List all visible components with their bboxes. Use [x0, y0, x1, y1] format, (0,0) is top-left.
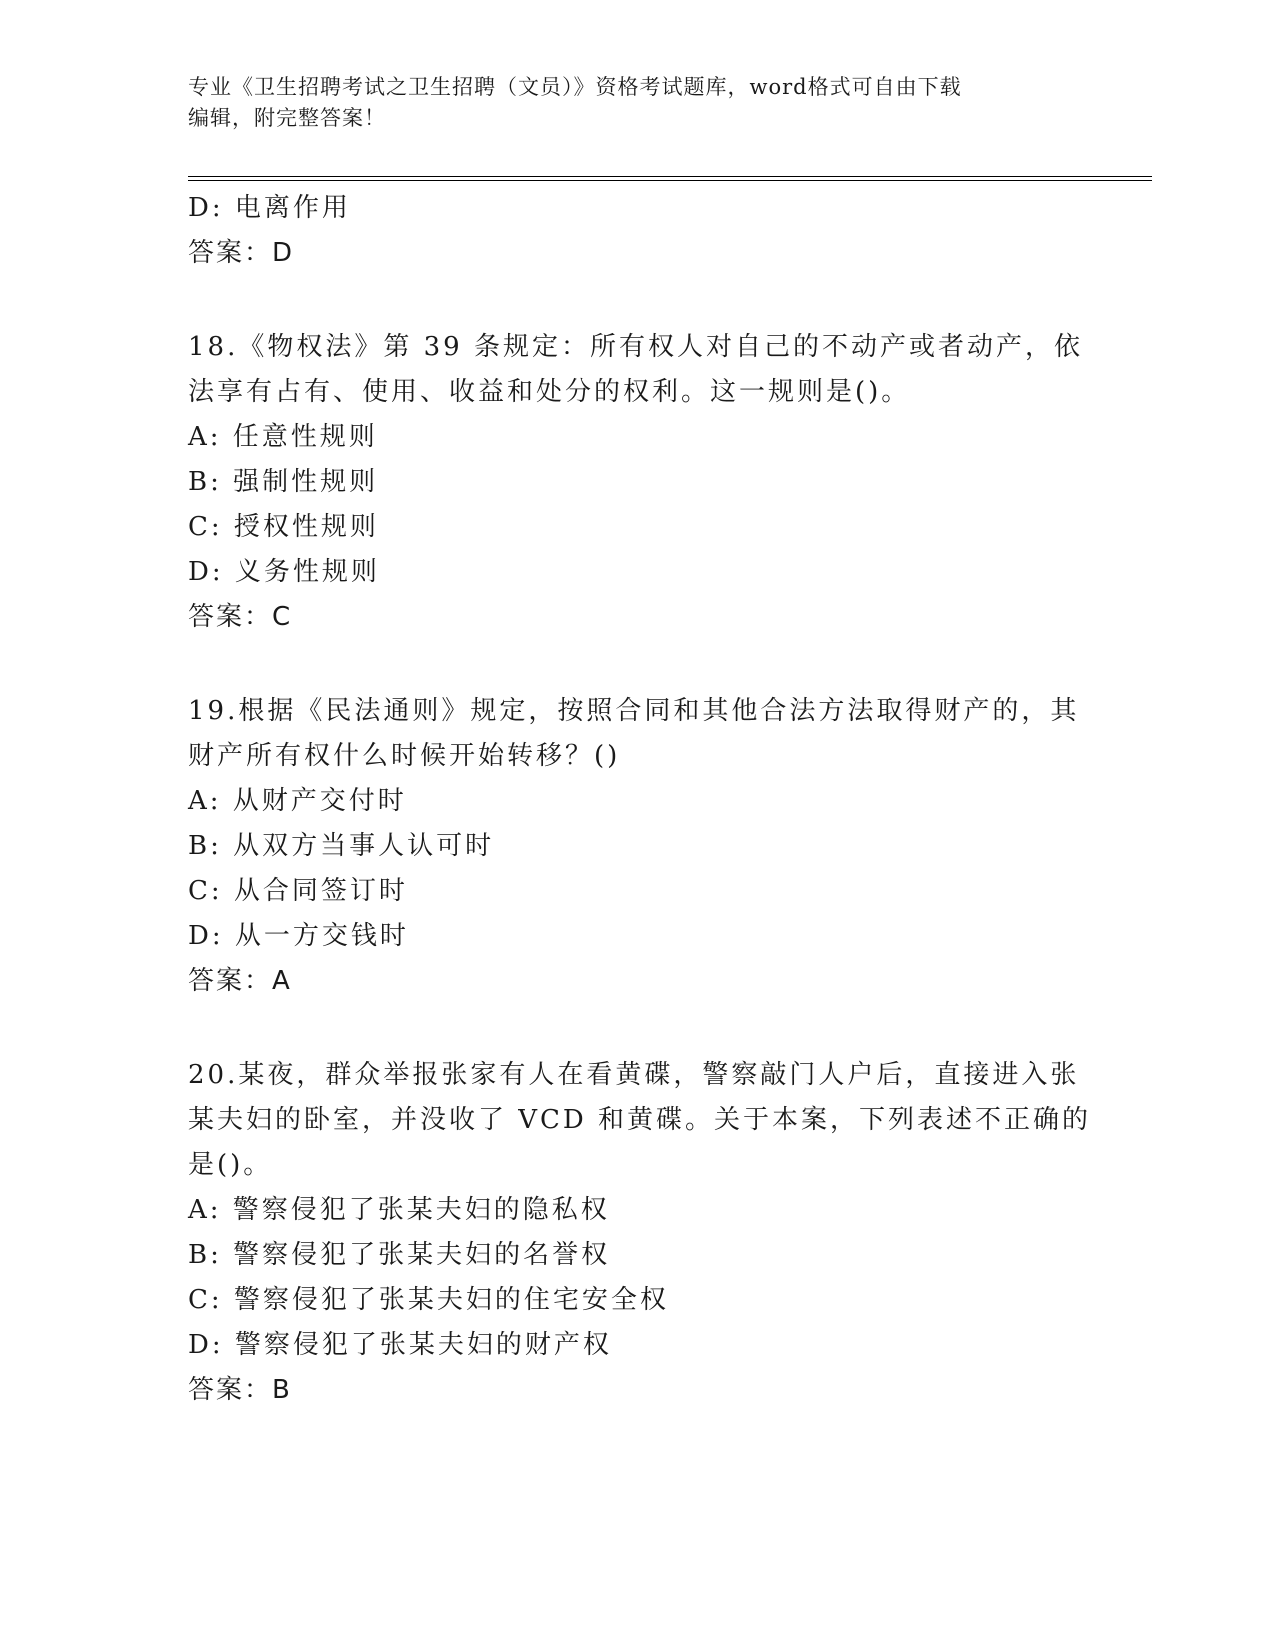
- question-stem: 18.《物权法》第 39 条规定：所有权人对自己的不动产或者动产，依: [188, 332, 1083, 362]
- answer-line: 答案：C: [188, 602, 293, 632]
- option-c: C: 警察侵犯了张某夫妇的住宅安全权: [188, 1285, 669, 1315]
- question-18: [188, 325, 1088, 640]
- option-a: A: 从财产交付时: [188, 786, 407, 816]
- option-b: B: 警察侵犯了张某夫妇的名誉权: [188, 1240, 611, 1270]
- option-b: B: 从双方当事人认可时: [188, 831, 495, 861]
- answer-line: 答案：B: [188, 1375, 292, 1405]
- option-b: B: 强制性规则: [188, 467, 379, 497]
- question-content: [188, 186, 1092, 1413]
- question-gap: [188, 276, 1088, 325]
- question-stem: 某夫妇的卧室，并没收了 VCD 和黄碟。关于本案，下列表述不正确的: [188, 1105, 1092, 1135]
- answer-line: 答案：D: [188, 238, 295, 268]
- answer-line: 答案：A: [188, 966, 292, 996]
- header-line-1: 专业《卫生招聘考试之卫生招聘（文员）》资格考试题库，word格式可自由下载: [188, 75, 962, 99]
- question-gap: [188, 1004, 1088, 1053]
- previous-question-tail: [188, 186, 1088, 276]
- option-d: D: 从一方交钱时: [188, 921, 409, 951]
- option-c: C: 从合同签订时: [188, 876, 408, 906]
- question-stem: 是()。: [188, 1150, 273, 1180]
- question-19: [188, 689, 1088, 1004]
- option-a: A: 警察侵犯了张某夫妇的隐私权: [188, 1195, 610, 1225]
- option-d: D: 电离作用: [188, 193, 351, 223]
- option-c: C: 授权性规则: [188, 512, 379, 542]
- option-d: D: 警察侵犯了张某夫妇的财产权: [188, 1330, 612, 1360]
- option-d: D: 义务性规则: [188, 557, 380, 587]
- option-a: A: 任意性规则: [188, 422, 378, 452]
- question-stem: 20.某夜，群众举报张家有人在看黄碟，警察敲门人户后，直接进入张: [188, 1060, 1080, 1090]
- question-20: [188, 1053, 1092, 1413]
- header-divider: [188, 176, 1152, 181]
- question-stem: 法享有占有、使用、收益和处分的权利。这一规则是()。: [188, 377, 911, 407]
- question-gap: [188, 640, 1088, 689]
- question-stem: 财产所有权什么时候开始转移？(): [188, 741, 621, 771]
- page-header: [188, 72, 1088, 134]
- header-line-2: 编辑，附完整答案！: [188, 106, 386, 130]
- question-stem: 19.根据《民法通则》规定，按照合同和其他合法方法取得财产的，其: [188, 696, 1080, 726]
